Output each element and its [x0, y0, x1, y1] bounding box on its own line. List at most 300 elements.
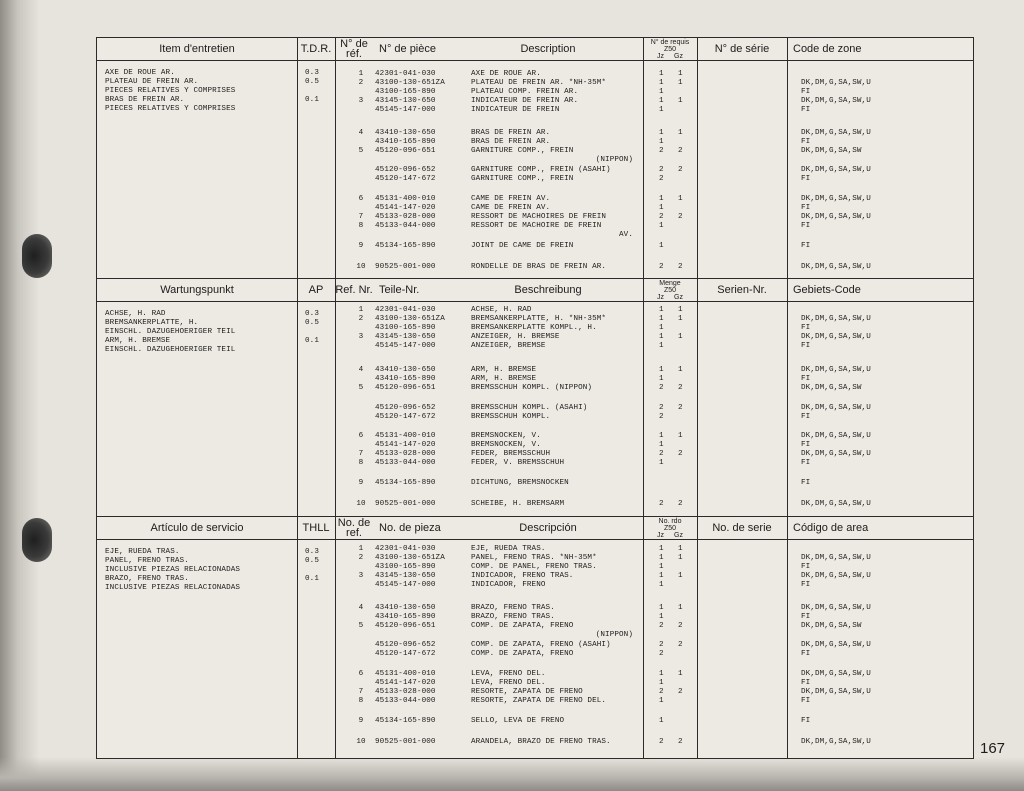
part-description: CAME DE FREIN AV.: [471, 195, 551, 203]
table-row: [97, 222, 973, 231]
qty-gz: 1: [678, 79, 683, 87]
header-qty-cols: [643, 294, 697, 301]
service-item-name: PLATEAU DE FREIN AR.: [105, 78, 199, 86]
header-item: Wartungspunkt: [160, 284, 234, 296]
part-description: COMP. DE ZAPATA, FRENO: [471, 650, 574, 658]
part-number: 42301-041-030: [375, 545, 436, 553]
area-code: DK,DM,G,SA,SW,U: [801, 641, 871, 649]
table-row: [97, 106, 973, 115]
qty-jz: 1: [659, 459, 664, 467]
part-description: PLATEAU DE FREIN AR. *NH-35M*: [471, 79, 607, 87]
part-number: 45131-400-010: [375, 195, 436, 203]
table-row: [97, 413, 973, 422]
header-area: Gebiets-Code: [793, 284, 861, 296]
table-row: [97, 604, 973, 613]
table-row: [97, 404, 973, 413]
part-description: COMP. DE PANEL, FRENO TRAS.: [471, 563, 597, 571]
table-row: [97, 97, 973, 106]
qty-jz: 1: [659, 563, 664, 571]
part-description: BREMSSCHUH KOMPL. (NIPPON): [471, 384, 593, 392]
part-description: ARANDELA, BRAZO DE FRENO TRAS.: [471, 738, 611, 746]
header-qty-model: Z50: [663, 46, 677, 53]
table-row: [97, 333, 973, 342]
ref-number: 3: [358, 572, 364, 580]
area-code: DK,DM,G,SA,SW,U: [801, 129, 871, 137]
qty-jz: 2: [659, 413, 664, 421]
qty-jz: 1: [659, 581, 664, 589]
part-description: AXE DE ROUE AR.: [471, 70, 541, 78]
ref-number: 5: [358, 384, 364, 392]
area-code: FI: [801, 175, 811, 183]
qty-jz: 1: [659, 554, 664, 562]
part-number: 45141-147-020: [375, 204, 436, 212]
header-qty-model: Z50: [663, 287, 677, 294]
qty-jz: 1: [659, 717, 664, 725]
area-code: DK,DM,G,SA,SW,U: [801, 450, 871, 458]
qty-jz: 1: [659, 572, 664, 580]
table-row: [97, 641, 973, 650]
header-part: N° de pièce: [379, 43, 436, 55]
qty-jz: 1: [659, 679, 664, 687]
ref-number: 9: [358, 717, 364, 725]
part-description: SCHEIBE, H. BREMSARM: [471, 500, 565, 508]
table-row: [97, 479, 973, 488]
part-description: (NIPPON): [595, 156, 633, 164]
header-qty-label: Menge: [659, 280, 681, 287]
qty-jz: 1: [659, 97, 664, 105]
area-code: DK,DM,G,SA,SW,U: [801, 554, 871, 562]
part-description: JOINT DE CAME DE FREIN: [471, 242, 574, 250]
ref-number: 1: [358, 70, 364, 78]
header-qty-jz: Jz: [657, 294, 665, 301]
qty-jz: 1: [659, 545, 664, 553]
header-desc: Description: [520, 43, 576, 55]
qty-jz: 1: [659, 604, 664, 612]
table-row: [97, 717, 973, 726]
qty-gz: 1: [678, 670, 683, 678]
part-number: 43410-130-650: [375, 129, 436, 137]
qty-gz: 1: [678, 572, 683, 580]
area-code: DK,DM,G,SA,SW: [801, 384, 862, 392]
header-qty-gz: Gz: [674, 53, 683, 60]
service-item-time: 0.5: [305, 557, 319, 565]
header-qty-label: No. rdo: [658, 518, 682, 525]
table-row: [97, 697, 973, 706]
area-code: DK,DM,G,SA,SW,U: [801, 166, 871, 174]
part-number: 90525-001-000: [375, 500, 436, 508]
part-number: 45131-400-010: [375, 670, 436, 678]
qty-jz: 1: [659, 366, 664, 374]
page-bottom-shadow: [0, 757, 1024, 791]
part-number: 43410-165-890: [375, 375, 436, 383]
area-code: DK,DM,G,SA,SW,U: [801, 97, 871, 105]
part-number: 42301-041-030: [375, 306, 436, 314]
qty-jz: 1: [659, 697, 664, 705]
part-number: 43410-165-890: [375, 138, 436, 146]
ref-number: 6: [358, 195, 364, 203]
table-row: [97, 70, 973, 79]
part-description: ANZEIGER, H. BREMSE: [471, 333, 560, 341]
part-number: 45134-165-890: [375, 242, 436, 250]
table-row: [97, 500, 973, 509]
header-part: Teile-Nr.: [379, 284, 420, 296]
ref-number: 7: [358, 213, 364, 221]
qty-jz: 2: [659, 147, 664, 155]
qty-jz: 1: [659, 138, 664, 146]
area-code: DK,DM,G,SA,SW,U: [801, 404, 871, 412]
area-code: FI: [801, 413, 811, 421]
part-number: 45133-044-000: [375, 459, 436, 467]
part-number: 43100-165-890: [375, 88, 436, 96]
part-description: RESSORT DE MACHOIRE DE FREIN: [471, 222, 602, 230]
header-quantity: [643, 280, 697, 301]
header-quantity: [643, 518, 697, 539]
part-description: BRAS DE FREIN AR.: [471, 138, 551, 146]
part-number: 45134-165-890: [375, 479, 436, 487]
part-description: COMP. DE ZAPATA, FRENO (ASAHI): [471, 641, 611, 649]
part-description: COMP. DE ZAPATA, FRENO: [471, 622, 574, 630]
table-section: [97, 517, 973, 755]
qty-gz: 2: [678, 500, 683, 508]
part-number: 43100-165-890: [375, 563, 436, 571]
part-number: 45133-028-000: [375, 688, 436, 696]
binder-hole-top: [22, 234, 52, 278]
part-number: 43100-165-890: [375, 324, 436, 332]
qty-jz: 2: [659, 263, 664, 271]
table-row: [97, 459, 973, 468]
header-ap: T.D.R.: [300, 43, 332, 55]
part-number: 43410-165-890: [375, 613, 436, 621]
part-description: RESORTE, ZAPATA DE FRENO DEL.: [471, 697, 607, 705]
ref-number: 5: [358, 622, 364, 630]
part-number: 43410-130-650: [375, 366, 436, 374]
header-qty-gz: Gz: [674, 532, 683, 539]
header-ref: No. de ref.: [337, 517, 371, 539]
table-row: [97, 129, 973, 138]
ref-number: 4: [358, 604, 364, 612]
ref-number: 2: [358, 554, 364, 562]
qty-gz: 1: [678, 333, 683, 341]
qty-gz: 1: [678, 366, 683, 374]
table-row: [97, 572, 973, 581]
part-number: 45120-096-651: [375, 622, 436, 630]
area-code: FI: [801, 563, 811, 571]
area-code: FI: [801, 204, 811, 212]
header-serial: N° de série: [714, 43, 770, 55]
area-code: FI: [801, 459, 811, 467]
part-number: 45120-096-652: [375, 166, 436, 174]
service-item-time: 0.3: [305, 69, 319, 77]
qty-gz: 2: [678, 147, 683, 155]
service-item-time: 0.1: [305, 575, 319, 583]
header-qty-cols: [643, 532, 697, 539]
header-ref: N° de réf.: [340, 38, 368, 60]
part-number: 45120-147-672: [375, 175, 436, 183]
part-number: 45120-096-652: [375, 404, 436, 412]
part-description: DICHTUNG, BREMSNOCKEN: [471, 479, 569, 487]
part-number: 45120-096-651: [375, 147, 436, 155]
ref-number: 6: [358, 432, 364, 440]
ref-number: 8: [358, 222, 364, 230]
qty-jz: 2: [659, 166, 664, 174]
section-header: [97, 279, 973, 302]
ref-number: 6: [358, 670, 364, 678]
qty-gz: 2: [678, 738, 683, 746]
qty-jz: 1: [659, 242, 664, 250]
part-description: INDICATEUR DE FREIN AR.: [471, 97, 579, 105]
table-row: [97, 306, 973, 315]
qty-jz: 2: [659, 641, 664, 649]
part-number: 45133-028-000: [375, 450, 436, 458]
qty-jz: 1: [659, 79, 664, 87]
area-code: DK,DM,G,SA,SW,U: [801, 572, 871, 580]
part-description: BREMSANKERPLATTE KOMPL., H.: [471, 324, 597, 332]
qty-jz: 1: [659, 375, 664, 383]
qty-gz: 1: [678, 315, 683, 323]
table-row: [97, 563, 973, 572]
area-code: DK,DM,G,SA,SW,U: [801, 79, 871, 87]
area-code: DK,DM,G,SA,SW: [801, 147, 862, 155]
ref-number: 5: [358, 147, 364, 155]
service-item-name: PIECES RELATIVES Y COMPRISES: [105, 105, 236, 113]
header-quantity: [643, 39, 697, 60]
qty-jz: 2: [659, 500, 664, 508]
header-desc: Beschreibung: [514, 284, 582, 296]
area-code: FI: [801, 222, 811, 230]
ref-number: 7: [358, 450, 364, 458]
part-number: 43145-130-650: [375, 333, 436, 341]
area-code: FI: [801, 88, 811, 96]
service-item-time: 0.1: [305, 96, 319, 104]
qty-gz: 2: [678, 622, 683, 630]
qty-jz: 2: [659, 175, 664, 183]
area-code: DK,DM,G,SA,SW: [801, 622, 862, 630]
part-number: 45120-147-672: [375, 413, 436, 421]
service-item-time: 0.5: [305, 78, 319, 86]
qty-jz: 1: [659, 195, 664, 203]
table-row: [97, 79, 973, 88]
part-description: INDICADOR, FRENO: [471, 581, 546, 589]
service-item-name: BRAS DE FREIN AR.: [105, 96, 185, 104]
area-code: FI: [801, 242, 811, 250]
table-row: [97, 195, 973, 204]
area-code: DK,DM,G,SA,SW,U: [801, 738, 871, 746]
part-description: FEDER, BREMSSCHUH: [471, 450, 551, 458]
table-row: [97, 450, 973, 459]
service-item-time: 0.3: [305, 310, 319, 318]
service-item-name: PIECES RELATIVES Y COMPRISES: [105, 87, 236, 95]
area-code: FI: [801, 679, 811, 687]
ref-number: 4: [358, 129, 364, 137]
service-item-name: INCLUSIVE PIEZAS RELACIONADAS: [105, 566, 241, 574]
ref-number: 1: [358, 306, 364, 314]
area-code: FI: [801, 697, 811, 705]
header-part: No. de pieza: [379, 522, 441, 534]
header-item: Artículo de servicio: [150, 522, 244, 534]
area-code: DK,DM,G,SA,SW,U: [801, 670, 871, 678]
qty-gz: 2: [678, 688, 683, 696]
header-qty-jz: Jz: [657, 532, 665, 539]
table-row: [97, 366, 973, 375]
area-code: DK,DM,G,SA,SW,U: [801, 263, 871, 271]
part-description: BREMSSCHUH KOMPL. (ASAHI): [471, 404, 588, 412]
part-number: 45133-028-000: [375, 213, 436, 221]
service-item-name: BREMSANKERPLATTE, H.: [105, 319, 199, 327]
qty-jz: 2: [659, 404, 664, 412]
area-code: DK,DM,G,SA,SW,U: [801, 333, 871, 341]
qty-gz: 1: [678, 306, 683, 314]
service-item-name: BRAZO, FRENO TRAS.: [105, 575, 189, 583]
qty-jz: 1: [659, 324, 664, 332]
table-row: [97, 156, 973, 165]
area-code: FI: [801, 441, 811, 449]
part-number: 45133-044-000: [375, 697, 436, 705]
part-number: 42301-041-030: [375, 70, 436, 78]
ref-number: 3: [358, 97, 364, 105]
qty-gz: 1: [678, 545, 683, 553]
qty-gz: 2: [678, 263, 683, 271]
table-row: [97, 375, 973, 384]
area-code: FI: [801, 138, 811, 146]
qty-gz: 1: [678, 554, 683, 562]
part-description: INDICADOR, FRENO TRAS.: [471, 572, 574, 580]
part-description: BRAZO, FRENO TRAS.: [471, 613, 555, 621]
part-number: 43145-130-650: [375, 572, 436, 580]
part-description: SELLO, LEVA DE FRENO: [471, 717, 565, 725]
header-serial: Serien-Nr.: [717, 284, 767, 296]
area-code: DK,DM,G,SA,SW,U: [801, 500, 871, 508]
table-row: [97, 613, 973, 622]
table-row: [97, 263, 973, 272]
part-description: RONDELLE DE BRAS DE FREIN AR.: [471, 263, 607, 271]
qty-gz: 2: [678, 166, 683, 174]
part-number: 45120-096-651: [375, 384, 436, 392]
part-description: RESORTE, ZAPATA DE FRENO: [471, 688, 583, 696]
table-row: [97, 650, 973, 659]
header-qty-jz: Jz: [657, 53, 665, 60]
table-section: [97, 279, 973, 517]
table-row: [97, 545, 973, 554]
part-description: BRAZO, FRENO TRAS.: [471, 604, 555, 612]
header-desc: Descripción: [519, 522, 577, 534]
qty-jz: 1: [659, 670, 664, 678]
area-code: DK,DM,G,SA,SW,U: [801, 213, 871, 221]
table-row: [97, 324, 973, 333]
part-description: ANZEIGER, BREMSE: [471, 342, 546, 350]
area-code: FI: [801, 613, 811, 621]
header-qty-label: N° de requis: [650, 39, 690, 46]
table-row: [97, 581, 973, 590]
table-row: [97, 688, 973, 697]
parts-table: [96, 37, 974, 759]
header-qty-cols: [643, 53, 697, 60]
table-row: [97, 622, 973, 631]
qty-jz: 2: [659, 688, 664, 696]
part-description: PANEL, FRENO TRAS. *NH-35M*: [471, 554, 597, 562]
table-row: [97, 231, 973, 240]
service-item-name: EINSCHL. DAZUGEHOERIGER TEIL: [105, 328, 236, 336]
part-description: LEVA, FRENO DEL.: [471, 670, 546, 678]
ref-number: 8: [358, 697, 364, 705]
ref-number: 8: [358, 459, 364, 467]
ref-number: 3: [358, 333, 364, 341]
area-code: DK,DM,G,SA,SW,U: [801, 688, 871, 696]
qty-gz: 1: [678, 97, 683, 105]
qty-jz: 1: [659, 106, 664, 114]
area-code: FI: [801, 106, 811, 114]
qty-jz: 1: [659, 441, 664, 449]
table-row: [97, 204, 973, 213]
part-description: ARM, H. BREMSE: [471, 366, 537, 374]
qty-gz: 1: [678, 195, 683, 203]
part-description: LEVA, FRENO DEL.: [471, 679, 546, 687]
area-code: FI: [801, 324, 811, 332]
qty-gz: 1: [678, 129, 683, 137]
header-ap: THLL: [302, 522, 330, 534]
area-code: FI: [801, 375, 811, 383]
part-description: CAME DE FREIN AV.: [471, 204, 551, 212]
table-row: [97, 679, 973, 688]
qty-jz: 2: [659, 213, 664, 221]
part-description: ACHSE, H. RAD: [471, 306, 532, 314]
part-number: 43145-130-650: [375, 97, 436, 105]
part-description: (NIPPON): [595, 631, 633, 639]
header-area: Code de zone: [793, 43, 862, 55]
area-code: DK,DM,G,SA,SW,U: [801, 315, 871, 323]
ref-number: 1: [358, 545, 364, 553]
part-number: 90525-001-000: [375, 738, 436, 746]
service-item-name: ACHSE, H. RAD: [105, 310, 166, 318]
qty-jz: 1: [659, 70, 664, 78]
service-item-name: ARM, H. BREMSE: [105, 337, 171, 345]
table-row: [97, 670, 973, 679]
table-row: [97, 166, 973, 175]
service-item-time: 0.5: [305, 319, 319, 327]
part-number: 43100-130-651ZA: [375, 554, 445, 562]
ref-number: 10: [356, 738, 366, 746]
ref-number: 9: [358, 479, 364, 487]
qty-jz: 1: [659, 613, 664, 621]
service-item-name: INCLUSIVE PIEZAS RELACIONADAS: [105, 584, 241, 592]
part-description: PLATEAU COMP. FREIN AR.: [471, 88, 579, 96]
area-code: FI: [801, 479, 811, 487]
part-description: BREMSSCHUH KOMPL.: [471, 413, 551, 421]
ref-number: 2: [358, 315, 364, 323]
part-number: 45145-147-000: [375, 342, 436, 350]
table-section: [97, 38, 973, 276]
part-number: 45120-147-672: [375, 650, 436, 658]
qty-jz: 1: [659, 88, 664, 96]
service-item-time: 0.1: [305, 337, 319, 345]
area-code: DK,DM,G,SA,SW,U: [801, 432, 871, 440]
part-number: 45145-147-000: [375, 106, 436, 114]
qty-jz: 1: [659, 204, 664, 212]
qty-gz: 2: [678, 641, 683, 649]
qty-jz: 1: [659, 129, 664, 137]
header-ap: AP: [308, 284, 324, 296]
part-number: 43100-130-651ZA: [375, 315, 445, 323]
part-description: INDICATEUR DE FREIN: [471, 106, 560, 114]
part-description: GARNITURE COMP., FREIN: [471, 175, 574, 183]
area-code: FI: [801, 717, 811, 725]
area-code: DK,DM,G,SA,SW,U: [801, 195, 871, 203]
qty-jz: 1: [659, 315, 664, 323]
part-number: 45134-165-890: [375, 717, 436, 725]
part-description: EJE, RUEDA TRAS.: [471, 545, 546, 553]
qty-jz: 2: [659, 450, 664, 458]
service-item-name: AXE DE ROUE AR.: [105, 69, 175, 77]
part-description: AV.: [619, 231, 633, 239]
